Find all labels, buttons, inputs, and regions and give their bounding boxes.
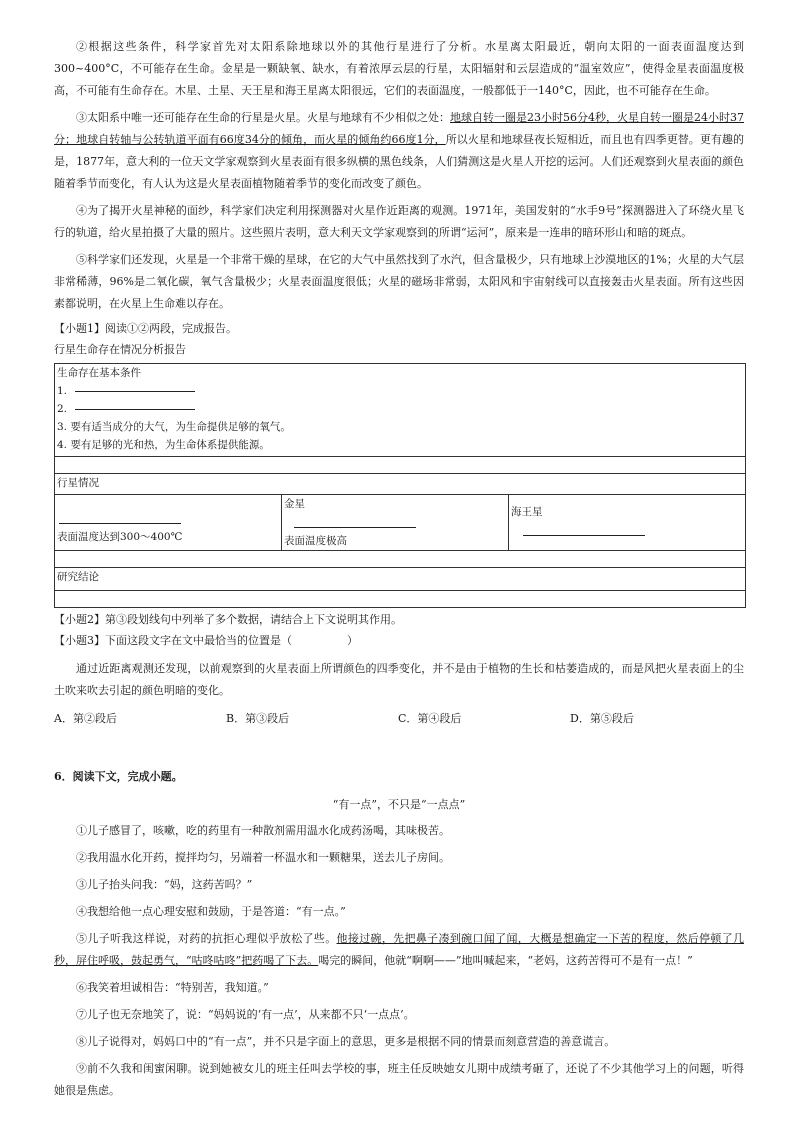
story-paragraph-6: ⑥我笑着坦诚相告：“特别苦，我知道。” (76, 981, 269, 994)
condition-4: 4. 要有足够的光和热，为生命体系提供能源。 (57, 439, 270, 451)
condition-1: 1. (57, 382, 743, 400)
condition-3: 3. 要有适当成分的大气，为生命提供足够的氧气。 (57, 421, 291, 433)
story-paragraph-5: ⑤儿子听我这样说，对药的抗拒心理似乎放松了些。他接过碗，先把鼻子凑到碗口闻了闻，大概是想确定一下苦的程度，然后停顿了几秒，屏住呼吸，鼓起勇气，“咕咚咕咚”把药喝了下去。喝完的瞬间，他就“啊啊——”地叫喊起来，“老妈，这药苦得可不是有一点！” (54, 932, 745, 967)
p5-underlined-sentence: 他接过碗，先把鼻子凑到碗口闻了闻，大概是想确定一下苦的程度，然后停顿了几秒，屏住呼吸，鼓起勇气，“咕咚咕咚”把药喝了下去。 (54, 932, 745, 967)
report-title: 行星生命存在情况分析报告 (54, 343, 186, 356)
option-d[interactable]: D．第⑤段后 (570, 712, 634, 725)
table-spacer-row (55, 591, 746, 608)
conditions-cell (55, 364, 746, 457)
story-paragraph-2: ②我用温水化开药，搅拌均匀，另端着一杯温水和一颗糖果，送去儿子房间。 (76, 851, 450, 864)
conclusion-header: 研究结论 (55, 568, 746, 591)
condition-2-blank[interactable] (75, 408, 195, 410)
passage-paragraph-4: ④为了揭开火星神秘的面纱，科学家们决定利用探测器对火星作近距离的观测。1971年，美国发射的“水手9号”探测器进入了环绕火星飞行的轨道，给火星拍摄了大量的照片。这些照片表明，意大利天文学家观察到的所谓“运河”，原来是一连串的暗环形山和暗的斑点。 (54, 204, 744, 239)
question-6-label: 6．阅读下文，完成小题。 (54, 770, 183, 783)
conditions-header: 生命存在基本条件 (57, 367, 141, 379)
p3-text-b: 所以火星和地球昼夜长短相近，而且也有四季更替。更有趣的是，1877年，意大利的一位天文学家观察到火星表面有很多纵横的黑色线条，人们猜测这是火星人开挖的运河。人们还观察到火星表面的颜色随着季节而变化，有人认为这是火星表面植物随着季节的变化而改变了颜色。 (54, 133, 744, 190)
story-paragraph-4: ④我想给他一点心理安慰和鼓励，于是答道：“有一点。” (76, 905, 346, 918)
option-a[interactable]: A．第②段后 (54, 712, 117, 725)
question-3-text: 通过近距离观测还发现，以前观察到的火星表面上所谓颜色的四季变化，并不是由于植物的生长和枯萎造成的，而是风把火星表面上的尘土吹来吹去引起的颜色明暗的变化。 (54, 662, 744, 697)
question-1-label: 【小题1】阅读①②两段，完成报告。 (54, 322, 237, 335)
passage-paragraph-5: ⑤科学家们还发现，火星是一个非常干燥的星球，在它的大气中虽然找到了水汽，但含量极少，只有地球上沙漠地区的1%；火星的大气层非常稀薄，96%是二氧化碳，氧气含量极少；火星表面温度很低；火星的磁场非常弱，太阳风和宇宙射线可以直接轰击火星表面。所有这些因素都说明，在火星上生命难以存在。 (54, 253, 744, 310)
venus-blank[interactable] (294, 513, 416, 528)
condition-2: 2. (57, 400, 743, 418)
mercury-blank[interactable] (59, 509, 181, 524)
passage-paragraph-2: ②根据这些条件，科学家首先对太阳系除地球以外的其他行星进行了分析。水星离太阳最近，朝向太阳的一面表面温度达到300~400°C，不可能存在生命。金星是一颗缺氧、缺水，有着浓厚云层的行星，太阳辐射和云层造成的“温室效应”，使得金星表面温度极高，不可能有生命存在。木星、土星、天王星和海王星离太阳很远，它们的表面温度，一般都低于一140°C，因此，也不可能存在生命。 (54, 40, 744, 97)
question-3-label: 【小题3】下面这段文字在文中最恰当的位置是（ ） (54, 634, 358, 647)
document-page (54, 36, 744, 1107)
question-2-label: 【小题2】第③段划线句中列举了多个数据，请结合上下文说明其作用。 (54, 613, 402, 626)
story-paragraph-7: ⑦儿子也无奈地笑了，说：“妈妈说的‘有一点’，从来都不只‘一点点’。 (76, 1008, 415, 1021)
story-title: “有一点”，不只是“一点点” (332, 798, 466, 811)
passage-paragraph-3 (54, 107, 744, 195)
option-b[interactable]: B．第③段后 (226, 712, 290, 725)
p3-underlined-sentence: 地球自转一圈是23小时56分4秒，火星自转一圈是24小时37分；地球自转轴与公转轨道平面有66度34分的倾角，而火星的倾角约66度1分， (54, 111, 744, 146)
mercury-text: 表面温度达到300～400℃ (57, 531, 183, 543)
condition-1-blank[interactable] (75, 390, 195, 392)
story-paragraph-3: ③儿子抬头问我：“妈，这药苦吗？” (76, 878, 253, 891)
neptune-cell (509, 495, 746, 551)
story-paragraph-1: ①儿子感冒了，咳嗽，吃的药里有一种散剂需用温水化成药汤喝，其味极苦。 (76, 824, 450, 837)
neptune-name: 海王星 (511, 506, 543, 518)
mercury-cell (55, 495, 282, 551)
report-table (54, 363, 746, 608)
venus-text: 表面温度极高 (284, 535, 347, 547)
neptune-blank[interactable] (523, 521, 645, 536)
story-paragraph-9: ⑨前不久我和闺蜜闲聊。说到她被女儿的班主任叫去学校的事，班主任反映她女儿期中成绩考砸了，还说了不少其他学习上的问题，听得她很是焦虑。 (54, 1062, 744, 1097)
planet-header: 行星情况 (55, 474, 746, 495)
table-spacer-row (55, 457, 746, 474)
option-c[interactable]: C．第④段后 (398, 712, 462, 725)
venus-name: 金星 (284, 498, 305, 510)
venus-cell (282, 495, 509, 551)
story-paragraph-8: ⑧儿子说得对，妈妈口中的“有一点”，并不只是字面上的意思，更多是根据不同的情景而刻意营造的善意谎言。 (76, 1035, 616, 1048)
p3-text-a: ③太阳系中唯一还可能存在生命的行星是火星。火星与地球有不少相似之处： (76, 111, 450, 124)
table-spacer-row (55, 551, 746, 568)
question-3-options (54, 708, 744, 730)
